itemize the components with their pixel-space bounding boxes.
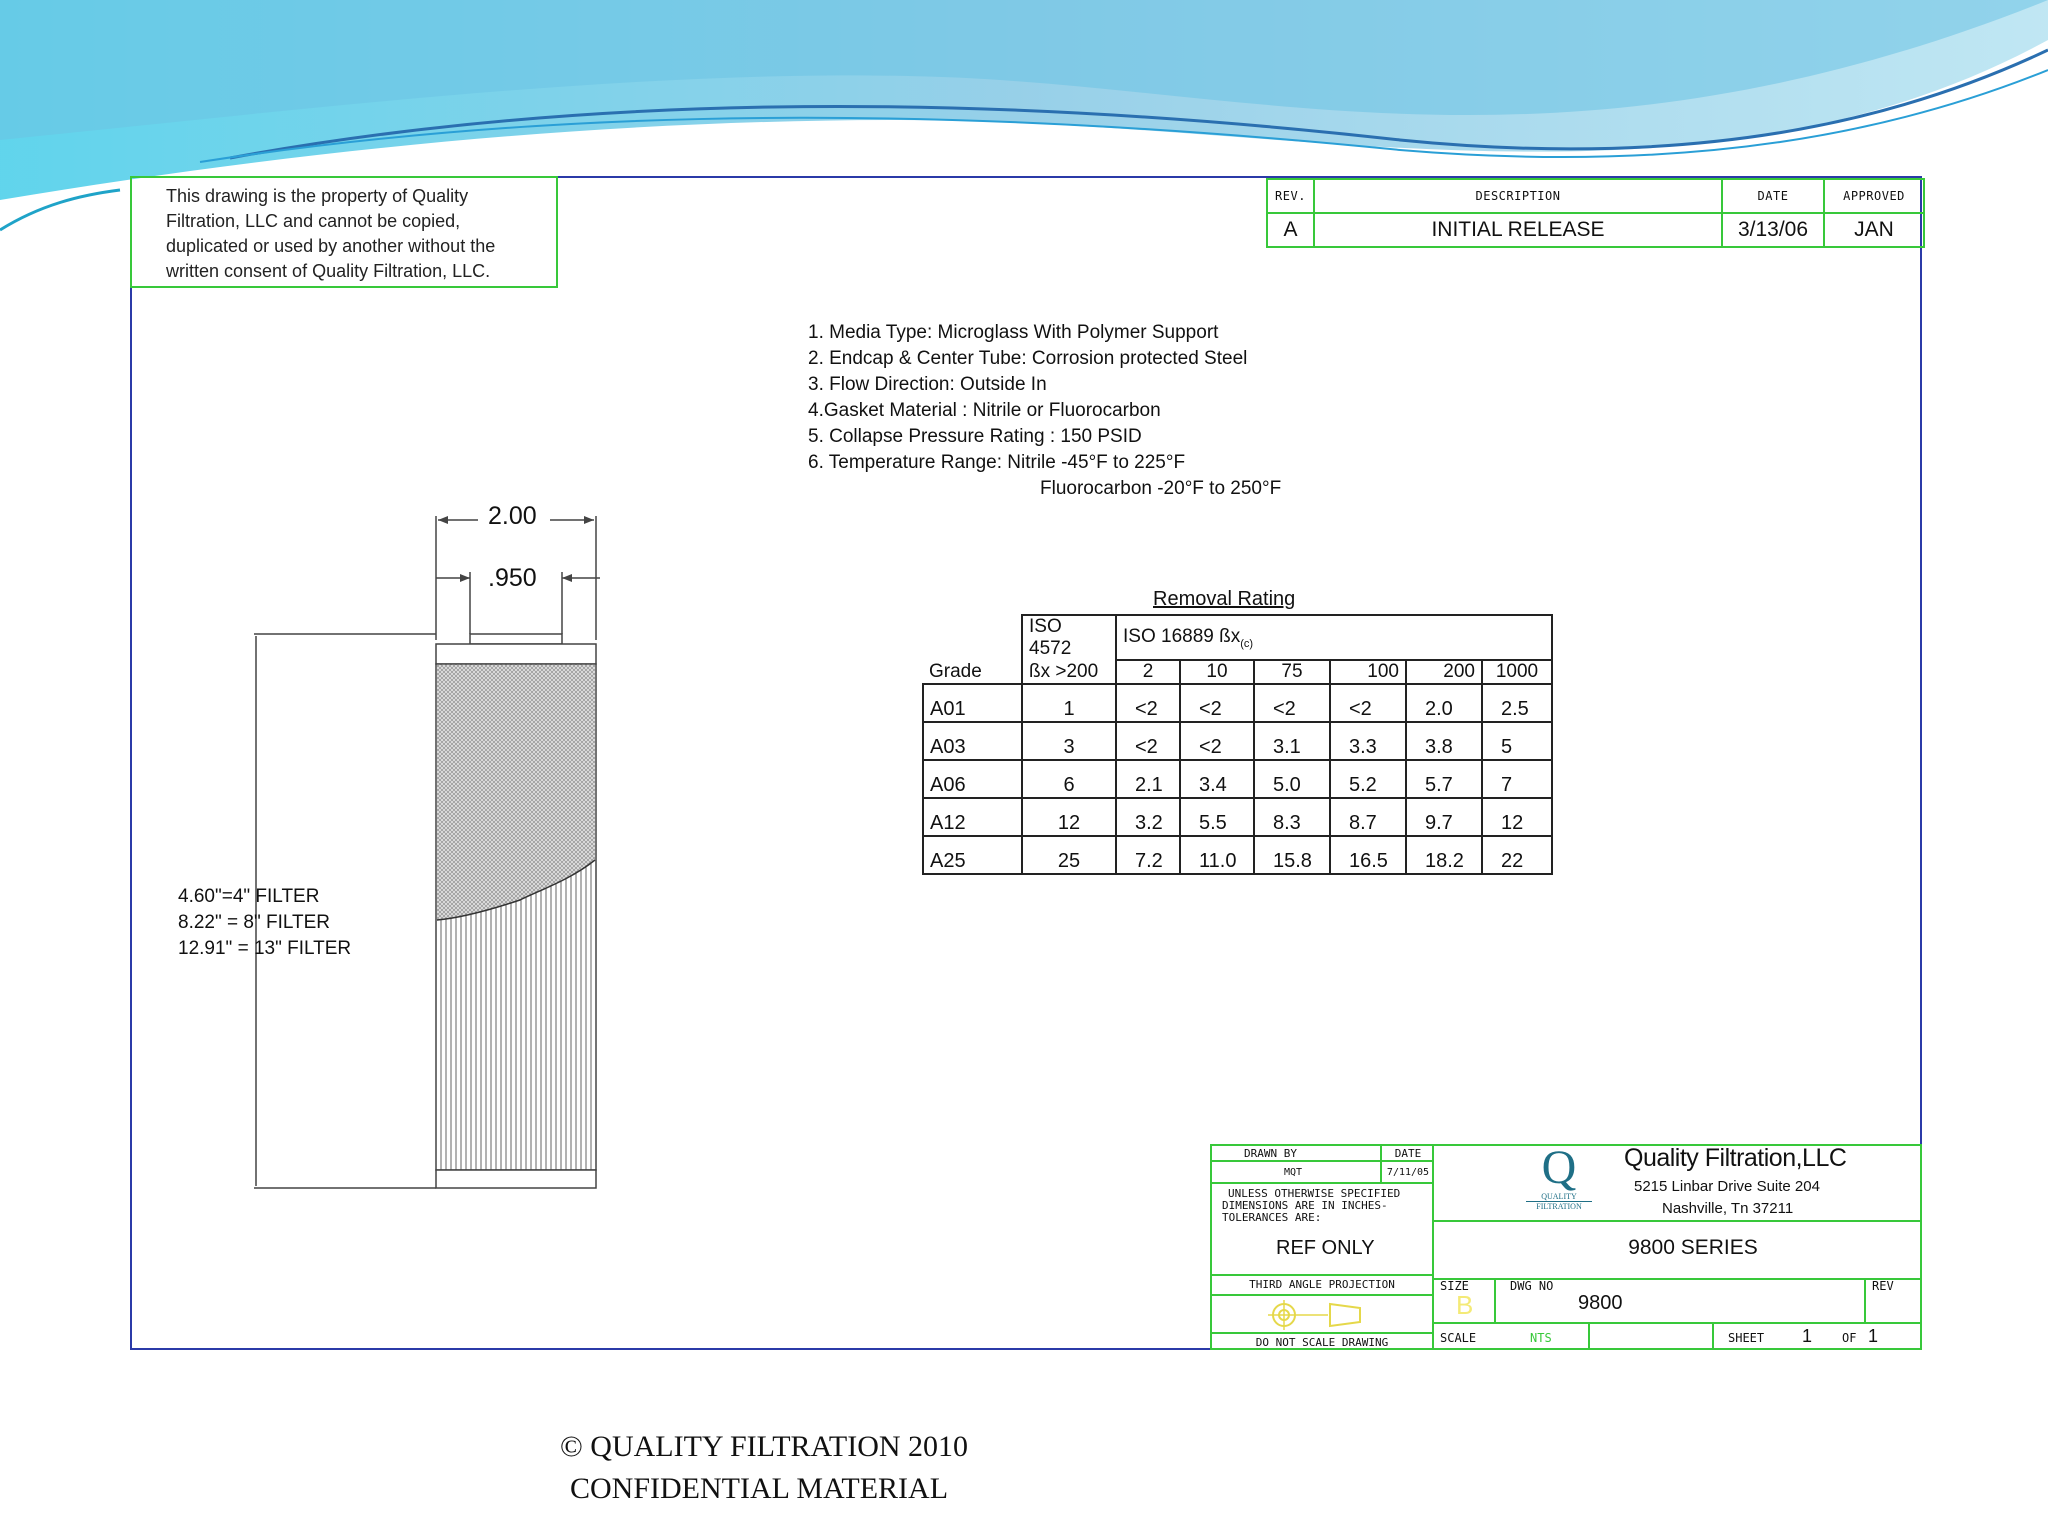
- divider: [1434, 1220, 1922, 1222]
- note-line: 4.Gasket Material : Nitrile or Fluorocarbon: [808, 400, 1161, 421]
- note-line: Fluorocarbon -20°F to 250°F: [1040, 478, 1282, 499]
- rating-cell: 3.4: [1180, 760, 1254, 798]
- date-label: DATE: [1394, 1147, 1422, 1160]
- size-value: B: [1456, 1290, 1474, 1320]
- rating-cell: 5: [1482, 722, 1552, 760]
- scale-label: SCALE: [1440, 1331, 1477, 1345]
- divider: [1434, 1278, 1922, 1280]
- projection-label: THIRD ANGLE PROJECTION: [1249, 1278, 1395, 1291]
- grade-cell: A06: [923, 760, 1022, 798]
- logo-text: FILTRATION: [1526, 1201, 1592, 1211]
- dim-inner-label: .950: [488, 564, 537, 592]
- confidential-line: CONFIDENTIAL MATERIAL: [570, 1472, 949, 1505]
- notice-line: duplicated or used by another without the: [166, 236, 496, 256]
- ref-only-label: REF ONLY: [1276, 1237, 1375, 1259]
- column-header: 1000: [1482, 660, 1552, 684]
- table-row: [923, 684, 1552, 722]
- logo-q-icon: Q: [1541, 1141, 1577, 1194]
- scale-value: NTS: [1530, 1331, 1552, 1345]
- property-notice: [130, 176, 558, 288]
- of-label: OF: [1842, 1331, 1857, 1345]
- note-line: 1. Media Type: Microglass With Polymer Support: [808, 322, 1219, 343]
- table-row: [923, 836, 1552, 874]
- divider: [1210, 1182, 1434, 1184]
- column-header: 10: [1180, 660, 1254, 684]
- table-row: [923, 722, 1552, 760]
- drawn-by-label: DRAWN BY: [1244, 1147, 1297, 1160]
- iso16889-sub: (c): [1240, 637, 1254, 650]
- iso4572-cell: 1: [1022, 684, 1116, 722]
- iso16889-header: [1116, 615, 1552, 660]
- date-header: DATE: [1722, 179, 1824, 213]
- drawn-by-value: MQT: [1284, 1167, 1303, 1178]
- rating-cell: <2: [1254, 684, 1330, 722]
- divider: [1588, 1322, 1590, 1350]
- size-label: SIZE: [1440, 1279, 1469, 1293]
- tolerance-line: UNLESS OTHERWISE SPECIFIED: [1228, 1187, 1401, 1200]
- rating-cell: 8.7: [1330, 798, 1406, 836]
- rating-cell: <2: [1116, 722, 1180, 760]
- of-value: 1: [1868, 1326, 1879, 1346]
- iso4572-cell: 12: [1022, 798, 1116, 836]
- grade-cell: A01: [923, 684, 1022, 722]
- divider: [1210, 1160, 1434, 1162]
- rating-cell: 12: [1482, 798, 1552, 836]
- table-row: [923, 760, 1552, 798]
- iso4572-header: ISO 4572: [1022, 615, 1116, 660]
- approved-header: APPROVED: [1824, 179, 1924, 213]
- tolerance-line: TOLERANCES ARE:: [1222, 1211, 1322, 1224]
- rating-cell: <2: [1330, 684, 1406, 722]
- rating-cell: 3.3: [1330, 722, 1406, 760]
- company-address-line2: Nashville, Tn 37211: [1662, 1200, 1794, 1217]
- company-logo: [1526, 1141, 1592, 1211]
- company-address-line1: 5215 Linbar Drive Suite 204: [1634, 1178, 1820, 1195]
- column-header: 200: [1406, 660, 1482, 684]
- rating-cell: 15.8: [1254, 836, 1330, 874]
- rating-cell: 3.2: [1116, 798, 1180, 836]
- length-notes: [178, 884, 351, 962]
- table-row: [923, 798, 1552, 836]
- removal-rating-table: [922, 614, 1553, 875]
- length-note: 12.91" = 13" FILTER: [178, 938, 352, 959]
- iso4572-cell: 6: [1022, 760, 1116, 798]
- tolerance-note: [1222, 1188, 1400, 1224]
- note-line: 2. Endcap & Center Tube: Corrosion protected Steel: [808, 348, 1248, 369]
- length-note: 8.22" = 8" FILTER: [178, 912, 331, 933]
- rating-cell: 3.8: [1406, 722, 1482, 760]
- divider: [1434, 1322, 1922, 1324]
- filter-element-drawing: [240, 500, 620, 1200]
- rating-cell: 7: [1482, 760, 1552, 798]
- sheet-label: SHEET: [1728, 1331, 1765, 1345]
- description-value: INITIAL RELEASE: [1314, 213, 1722, 247]
- iso4572-subheader: ßx >200: [1022, 660, 1116, 684]
- column-header: 100: [1330, 660, 1406, 684]
- grade-cell: A25: [923, 836, 1022, 874]
- grade-cell: A03: [923, 722, 1022, 760]
- rev-header: REV.: [1267, 179, 1314, 213]
- date-value: 7/11/05: [1386, 1167, 1430, 1178]
- rev-label: REV: [1872, 1279, 1894, 1293]
- iso16889-label: ISO 16889 ßx: [1123, 625, 1241, 647]
- series-label: 9800 SERIES: [1628, 1236, 1758, 1259]
- rating-cell: 16.5: [1330, 836, 1406, 874]
- rating-cell: 11.0: [1180, 836, 1254, 874]
- dwg-no-label: DWG NO: [1510, 1279, 1554, 1293]
- divider: [1210, 1294, 1434, 1296]
- column-header: 75: [1254, 660, 1330, 684]
- logo-text: QUALITY: [1541, 1192, 1577, 1201]
- rating-cell: 3.1: [1254, 722, 1330, 760]
- rating-cell: 5.2: [1330, 760, 1406, 798]
- footer: [560, 1426, 968, 1510]
- rating-cell: 5.5: [1180, 798, 1254, 836]
- rating-cell: 22: [1482, 836, 1552, 874]
- rating-cell: <2: [1180, 722, 1254, 760]
- rating-cell: 8.3: [1254, 798, 1330, 836]
- iso4572-cell: 3: [1022, 722, 1116, 760]
- divider: [1210, 1274, 1434, 1276]
- note-line: 3. Flow Direction: Outside In: [808, 374, 1047, 395]
- company-name: Quality Filtration,LLC: [1624, 1144, 1847, 1172]
- description-header: DESCRIPTION: [1314, 179, 1722, 213]
- iso4572-cell: 25: [1022, 836, 1116, 874]
- rating-cell: <2: [1116, 684, 1180, 722]
- rating-cell: 18.2: [1406, 836, 1482, 874]
- third-angle-projection-icon: [1268, 1300, 1380, 1330]
- rating-cell: 2.1: [1116, 760, 1180, 798]
- copyright-line: © QUALITY FILTRATION 2010: [560, 1430, 969, 1463]
- notice-line: written consent of Quality Filtration, LLC.: [166, 261, 491, 281]
- divider: [1494, 1278, 1496, 1322]
- divider: [1864, 1278, 1866, 1322]
- spec-notes: [808, 320, 1281, 502]
- notice-line: Filtration, LLC and cannot be copied,: [166, 211, 461, 231]
- rating-cell: <2: [1180, 684, 1254, 722]
- rating-cell: 5.7: [1406, 760, 1482, 798]
- rating-cell: 9.7: [1406, 798, 1482, 836]
- divider: [1712, 1322, 1714, 1350]
- note-line: 6. Temperature Range: Nitrile -45°F to 225°F: [808, 452, 1186, 473]
- revision-block: [1266, 178, 1925, 248]
- grade-cell: A12: [923, 798, 1022, 836]
- dwg-no-value: 9800: [1578, 1292, 1623, 1314]
- rating-cell: 2.5: [1482, 684, 1552, 722]
- rating-cell: 7.2: [1116, 836, 1180, 874]
- column-header: 2: [1116, 660, 1180, 684]
- grade-header: Grade: [923, 615, 1022, 684]
- dim-outer-label: 2.00: [488, 502, 537, 530]
- rev-value: A: [1267, 213, 1314, 247]
- do-not-scale-label: DO NOT SCALE DRAWING: [1255, 1336, 1389, 1349]
- rating-cell: 5.0: [1254, 760, 1330, 798]
- tolerance-line: DIMENSIONS ARE IN INCHES-: [1222, 1199, 1388, 1212]
- rating-cell: 2.0: [1406, 684, 1482, 722]
- date-value: 3/13/06: [1722, 213, 1824, 247]
- sheet-value: 1: [1802, 1326, 1813, 1346]
- approved-value: JAN: [1824, 213, 1924, 247]
- notice-line: This drawing is the property of Quality: [166, 186, 469, 206]
- note-line: 5. Collapse Pressure Rating : 150 PSID: [808, 426, 1142, 447]
- removal-rating-title: Removal Rating: [1153, 588, 1296, 610]
- divider: [1210, 1332, 1434, 1334]
- length-note: 4.60"=4" FILTER: [178, 886, 320, 907]
